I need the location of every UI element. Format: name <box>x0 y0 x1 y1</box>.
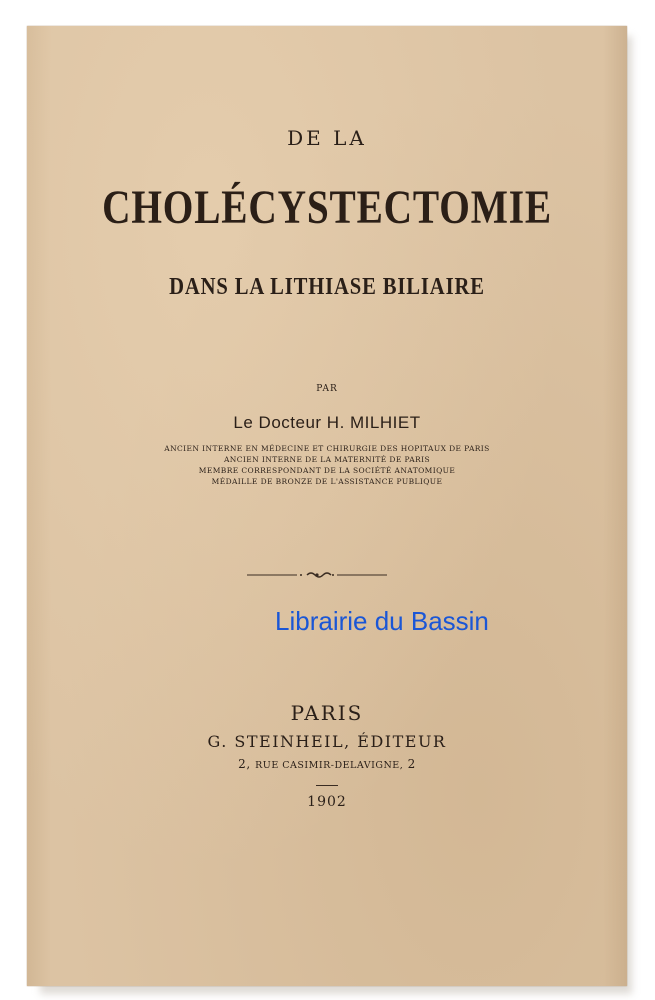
address-number: 2, <box>238 757 251 771</box>
address-street: RUE CASIMIR-DELAVIGNE, <box>255 760 404 771</box>
credential-line: MÉDAILLE DE BRONZE DE L'ASSISTANCE PUBLIQUE <box>211 477 443 486</box>
book-title: CHOLÉCYSTECTOMIE <box>102 181 552 234</box>
book-cover <box>27 26 627 986</box>
credential-line: ANCIEN INTERNE EN MÉDECINE ET CHIRURGIE DES HOPITAUX DE PARIS <box>164 444 490 453</box>
pre-title: DE LA <box>287 126 367 150</box>
author-name: Le Docteur H. MILHIET <box>233 413 421 432</box>
address-number: 2 <box>407 757 416 771</box>
credential-line: MEMBRE CORRESPONDANT DE LA SOCIÉTÉ ANATOMIQUE <box>198 466 456 475</box>
bookseller-watermark: Librairie du Bassin <box>275 606 489 636</box>
publication-city: PARIS <box>290 701 364 725</box>
by-line: PAR <box>316 384 338 394</box>
separator-dash <box>316 785 338 786</box>
credential-line: ANCIEN INTERNE DE LA MATERNITÉ DE PARIS <box>223 455 430 464</box>
publisher-name: G. STEINHEIL, ÉDITEUR <box>207 732 447 751</box>
ornament-divider-icon <box>247 567 387 583</box>
publication-year: 1902 <box>307 794 347 810</box>
publisher-address <box>27 757 627 771</box>
book-subtitle: DANS LA LITHIASE BILIAIRE <box>169 274 485 300</box>
